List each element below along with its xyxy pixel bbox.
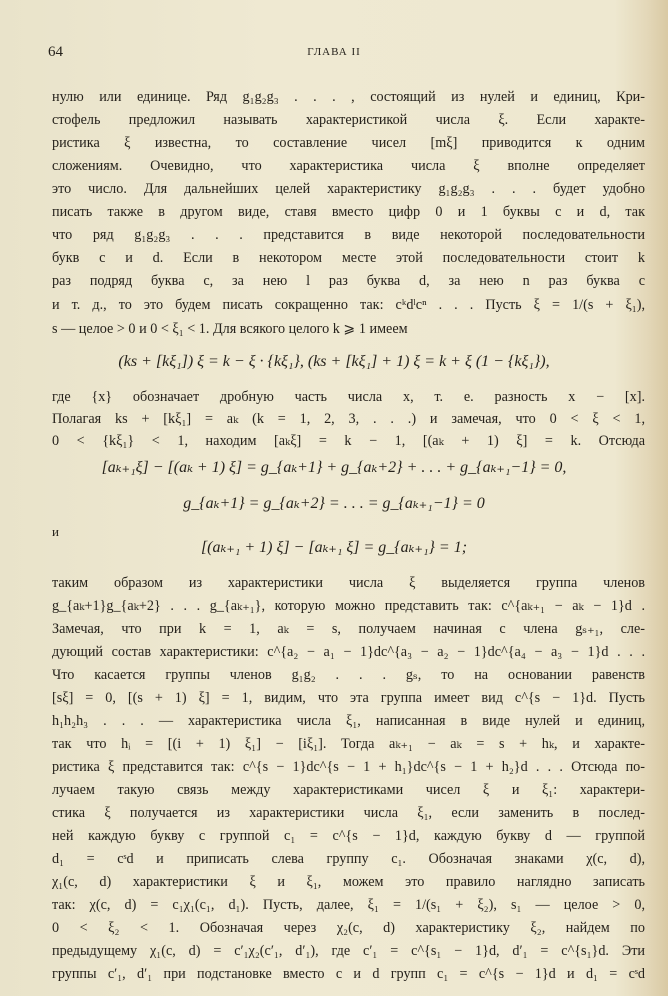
formula-1: (ks + [kξ₁]) ξ = k − ξ · {kξ₁}, (ks + [kξ₁] + 1) ξ = k + ξ (1 − {kξ₁}), (118, 353, 550, 370)
text-line: ней каждую букву c группой c₁ = c^{s − 1}d, каждую букву d — группой (52, 828, 645, 844)
text-line: s — целое > 0 и 0 < ξ₁ < 1. Для всякого целого k ⩾ 1 имеем (52, 321, 408, 337)
text-line: [sξ] = 0, [(s + 1) ξ] = 1, видим, что эта группа имеет вид c^{s − 1}d. Пусть (52, 690, 645, 706)
text-line: ристика ξ известна, то составление чисел [mξ] приводится к одним (52, 135, 645, 151)
text-line: что ряд g₁g₂g₃ . . . представится в виде некоторой последовательности (52, 227, 645, 243)
text-line: d₁ = cˢd и приписать слева группу c₁. Обозначая знаками χ(c, d), (52, 851, 645, 867)
text-line: χ₁(c, d) характеристики ξ и ξ₁, можем это правило наглядно записать (52, 874, 645, 890)
text-line: это число. Для дальнейших целей характеристику g₁g₂g₃ . . . будет удобно (52, 181, 645, 197)
formula-3: g_{aₖ+1} = g_{aₖ+2} = . . . = g_{aₖ₊₁−1} = 0 (183, 495, 485, 512)
text-line: раз подряд буква c, за нею l раз буква d, за нею n раз буква c (52, 273, 645, 289)
text-line: нулю или единице. Ряд g₁g₂g₃ . . . , состоящий из нулей и единиц, Кри- (52, 89, 645, 105)
text-line: стофель предложил называть характеристикой числа ξ. Если характе- (52, 112, 645, 128)
text-line: где {x} обозначает дробную часть числа x, т. е. разность x − [x]. (52, 389, 645, 405)
conjunction: и (52, 524, 59, 539)
text-line: h₁h₂h₃ . . . — характеристика числа ξ₁, написанная в виде нулей и единиц, (52, 713, 645, 729)
text-line: так что hᵢ = [(i + 1) ξ₁] − [iξ₁]. Тогда aₖ₊₁ − aₖ = s + hₖ, и характе- (52, 736, 645, 752)
text-line: писать также в другом виде, ставя вместо цифр 0 и 1 буквы c и d, так (52, 204, 645, 220)
text-line: ристика ξ представится так: c^{s − 1}dc^{s − 1 + h₁}dc^{s − 1 + h₂}d . . . Отсюда по- (52, 759, 645, 775)
text-line: лучаем такую связь между характеристиками чисел ξ и ξ₁: характери- (52, 782, 645, 798)
text-line: 0 < {kξ₁} < 1, находим [aₖξ] = k − 1, [(aₖ + 1) ξ] = k. Отсюда (52, 433, 645, 449)
text-line: так: χ(c, d) = c₁χ₁(c₁, d₁). Пусть, далее, ξ₁ = 1/(s₁ + ξ₂), s₁ — целое > 0, (52, 897, 645, 913)
text-line: g_{aₖ+1}g_{aₖ+2} . . . g_{aₖ₊₁}, которую можно представить так: c^{aₖ₊₁ − aₖ − 1}d . (52, 598, 645, 614)
text-line: Замечая, что при k = 1, aₖ = s, получаем начиная с члена gₛ₊₁, сле- (52, 621, 645, 637)
text-line: стика ξ получается из характеристики числа ξ₁, если заменить в послед- (52, 805, 645, 821)
running-head: ГЛАВА II (307, 46, 361, 58)
page-number: 64 (48, 44, 63, 60)
text-line: дующий состав характеристики: c^{a₂ − a₁ − 1}dc^{a₃ − a₂ − 1}dc^{a₄ − a₃ − 1}d . . . (52, 644, 645, 660)
text-line: букв c и d. Если в некотором месте этой последовательности стоит k (52, 250, 645, 266)
text-line: 0 < ξ₂ < 1. Обозначая через χ₂(c, d) характеристику ξ₂, найдем по (52, 920, 645, 936)
formula-4: [(aₖ₊₁ + 1) ξ] − [aₖ₊₁ ξ] = g_{aₖ₊₁} = 1; (200, 539, 468, 556)
text-line: предыдущему χ₁(c, d) = c′₁χ₂(c′₁, d′₁), где c′₁ = c^{s₁ − 1}d, d′₁ = c^{s₁}d. Эти (52, 943, 645, 959)
formula-2: [aₖ₊₁ξ] − [(aₖ + 1) ξ] = g_{aₖ+1} + g_{aₖ+2} + . . . + g_{aₖ₊₁−1} = 0, (101, 459, 567, 476)
text-line: группы c′₁, d′₁ при подстановке вместо c и d групп c₁ = c^{s − 1}d и d₁ = cˢd (52, 966, 645, 982)
text-line: таким образом из характеристики числа ξ выделяется группа членов (52, 575, 645, 591)
text-line: Полагая ks + [kξ₁] = aₖ (k = 1, 2, 3, . . .) и замечая, что 0 < ξ < 1, (52, 411, 645, 427)
text-line: Что касается группы членов g₁g₂ . . . gₛ, то на основании равенств (52, 667, 645, 683)
text-line: и т. д., то это будем писать сокращенно так: cᵏdˡcⁿ . . . Пусть ξ = 1/(s + ξ₁), (52, 297, 645, 313)
text-line: сложениям. Очевидно, что характеристика числа ξ вполне определяет (52, 158, 645, 174)
